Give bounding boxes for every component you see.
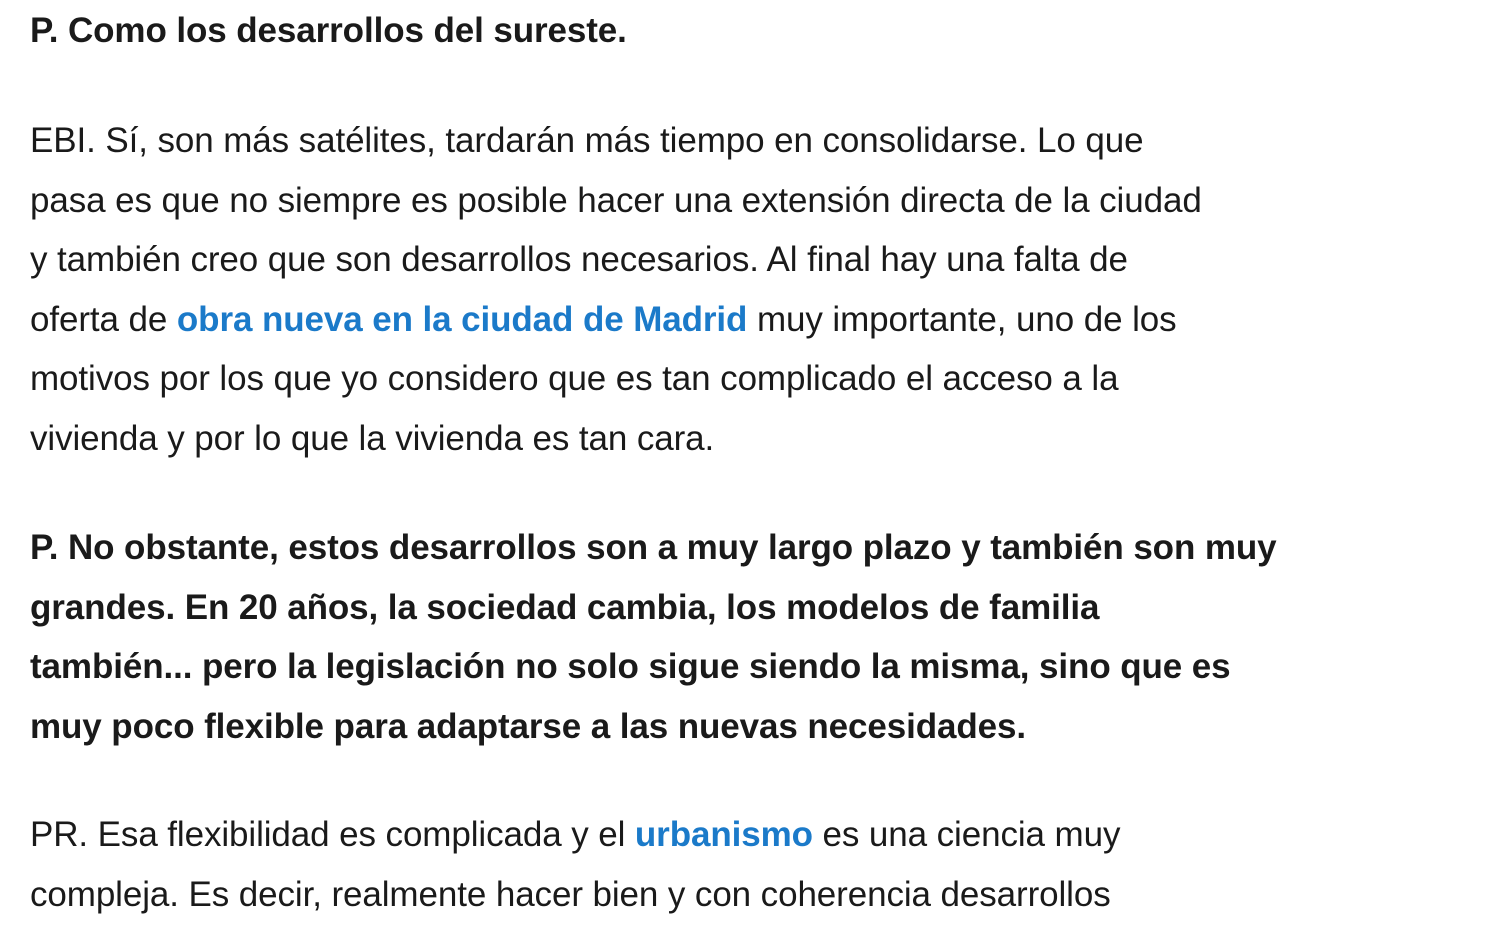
answer-line: EBI. Sí, son más satélites, tardarán más tiempo en consolidarse. Lo que — [30, 121, 1144, 160]
answer-line: y también creo que son desarrollos necesarios. Al final hay una falta de — [30, 240, 1128, 279]
link-urbanismo[interactable]: urbanismo — [634, 815, 813, 854]
interview-question-2 — [30, 518, 1370, 756]
answer-line: vivienda y por lo que la vivienda es tan cara. — [30, 418, 715, 458]
question-line: también... pero la legislación no solo sigue siendo la misma, sino que es — [30, 647, 1231, 686]
answer-line — [30, 290, 1370, 350]
interview-answer-1 — [30, 111, 1370, 468]
question-line: P. No obstante, estos desarrollos son a muy largo plazo y también son muy — [30, 528, 1277, 567]
question-text: P. Como los desarrollos del sureste. — [30, 11, 627, 50]
answer-text: oferta de — [30, 299, 177, 339]
link-obra-nueva-madrid[interactable]: obra nueva en la ciudad de Madrid — [176, 299, 748, 339]
answer-text: muy importante, uno de los — [747, 299, 1177, 339]
answer-text: PR. Esa flexibilidad es complicada y el — [30, 815, 635, 854]
answer-line — [30, 805, 1370, 865]
interview-answer-2 — [30, 805, 1370, 924]
answer-line: compleja. Es decir, realmente hacer bien y con coherencia desarrollos — [30, 874, 1111, 914]
question-line: muy poco flexible para adaptarse a las nuevas necesidades. — [30, 706, 1027, 746]
answer-text: es una ciencia muy — [812, 815, 1121, 854]
interview-question-1 — [30, 1, 1370, 61]
answer-line: motivos por los que yo considero que es tan complicado el acceso a la — [30, 359, 1119, 398]
question-line: grandes. En 20 años, la sociedad cambia, los modelos de familia — [30, 587, 1100, 627]
answer-line: pasa es que no siempre es posible hacer una extensión directa de la ciudad — [30, 180, 1202, 220]
